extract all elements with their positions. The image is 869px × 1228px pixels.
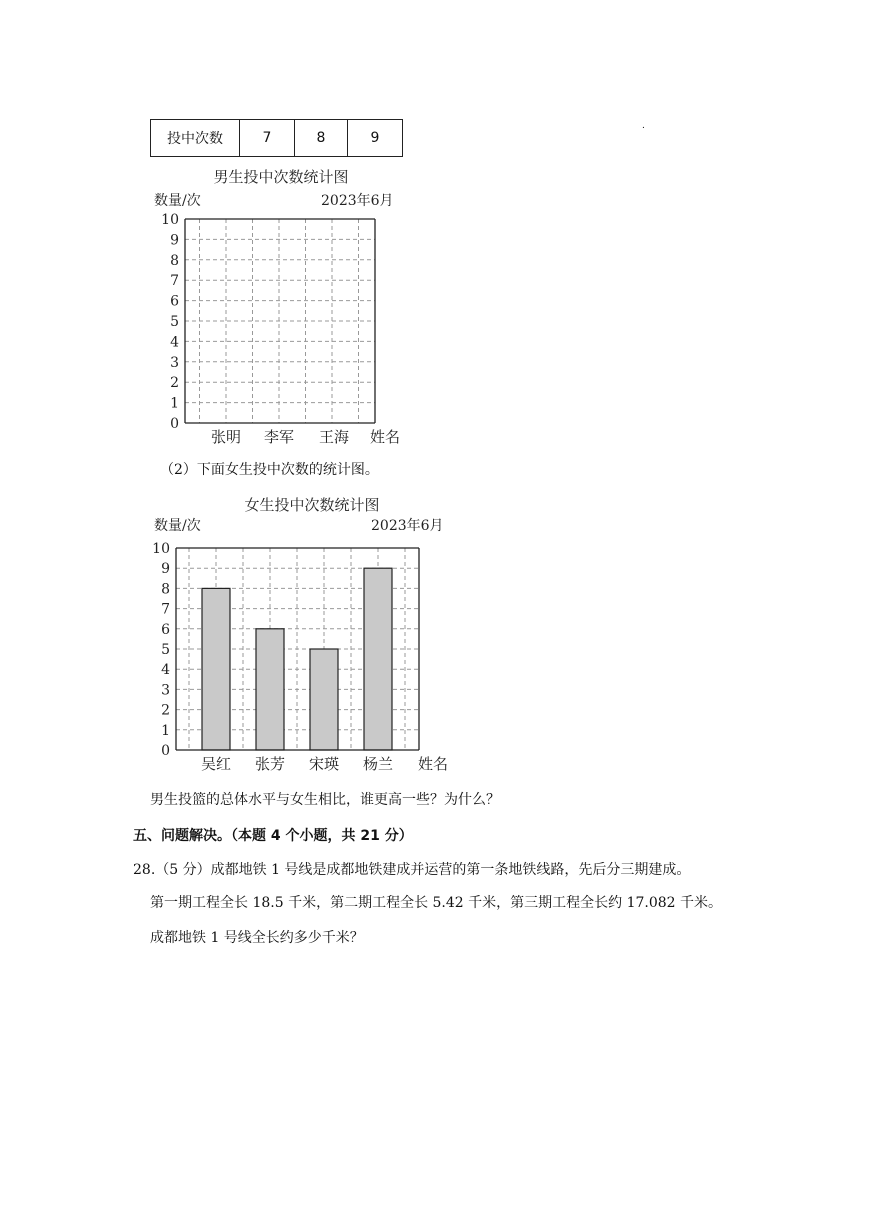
- x-tick-label: 杨兰: [362, 755, 394, 773]
- question-28-line1: 28.（5 分）成都地铁 1 号线是成都地铁建成并运营的第一条地铁线路，先后分三期建成。: [133, 862, 691, 878]
- y-tick-label: 5: [170, 314, 179, 330]
- x-axis-label: 姓名: [369, 428, 401, 446]
- y-tick-label: 4: [170, 334, 179, 351]
- y-tick-label: 4: [161, 662, 170, 679]
- y-tick-label: 1: [170, 395, 179, 412]
- y-tick-label: 3: [170, 354, 179, 371]
- x-tick-label: 王海: [318, 428, 350, 446]
- chart-title: 男生投中次数统计图: [213, 168, 349, 186]
- y-tick-label: 6: [170, 293, 179, 310]
- y-tick-label: 10: [152, 541, 170, 557]
- table-cell: 7: [240, 120, 295, 157]
- y-tick-label: 2: [170, 375, 179, 392]
- y-tick-label: 9: [161, 561, 170, 578]
- x-tick-label: 宋瑛: [308, 755, 340, 773]
- x-tick-label: 李军: [263, 428, 295, 446]
- x-tick-label: 张芳: [254, 755, 286, 773]
- x-axis-label: 姓名: [417, 755, 449, 773]
- chart-title: 女生投中次数统计图: [244, 496, 380, 514]
- y-tick-label: 8: [170, 252, 179, 269]
- chart-date: 2023年6月: [321, 193, 394, 209]
- comparison-question: 男生投篮的总体水平与女生相比，谁更高一些？为什么？: [150, 792, 500, 808]
- table-cell: 8: [295, 120, 348, 157]
- stray-dot: .: [642, 121, 645, 131]
- part2-caption: （2）下面女生投中次数的统计图。: [160, 462, 379, 478]
- y-tick-label: 9: [170, 232, 179, 249]
- y-tick-label: 0: [170, 416, 179, 432]
- bar: [256, 629, 284, 750]
- x-tick-label: 吴红: [200, 755, 232, 773]
- y-tick-label: 5: [161, 642, 170, 658]
- chart-date: 2023年6月: [371, 518, 444, 534]
- y-axis-label: 数量/次: [154, 518, 201, 534]
- section-heading: 五、问题解决。（本题 4 个小题，共 21 分）: [133, 828, 413, 844]
- y-tick-label: 10: [161, 212, 179, 228]
- question-28-line2: 第一期工程全长 18.5 千米，第二期工程全长 5.42 千米，第三期工程全长约 17.082 千米。: [150, 895, 723, 911]
- y-tick-label: 8: [161, 581, 170, 598]
- table-header-cell: 投中次数: [151, 120, 240, 157]
- bar: [310, 649, 338, 750]
- y-tick-label: 1: [161, 722, 170, 739]
- bar: [364, 568, 392, 750]
- x-tick-label: 张明: [210, 428, 242, 446]
- y-tick-label: 7: [170, 273, 179, 290]
- table-cell: 9: [348, 120, 403, 157]
- y-tick-label: 0: [161, 743, 170, 759]
- question-28-line3: 成都地铁 1 号线全长约多少千米？: [150, 930, 364, 946]
- y-tick-label: 6: [161, 621, 170, 638]
- y-tick-label: 7: [161, 601, 170, 618]
- bar: [202, 588, 230, 750]
- y-tick-label: 2: [161, 702, 170, 719]
- y-tick-label: 3: [161, 682, 170, 699]
- y-axis-label: 数量/次: [154, 193, 201, 209]
